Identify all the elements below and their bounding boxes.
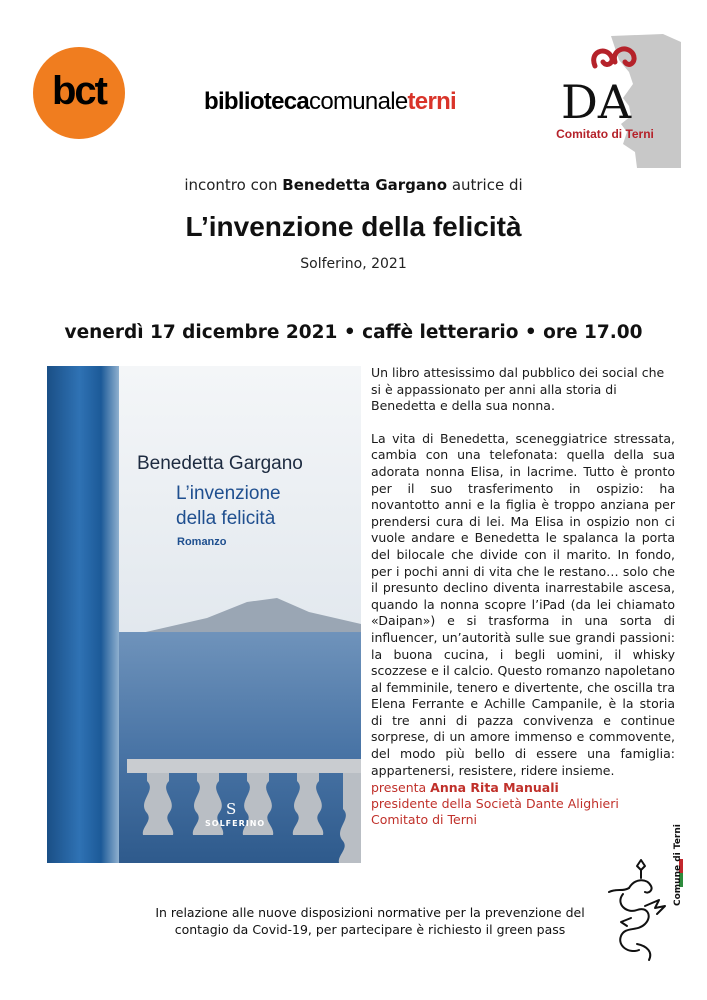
- cover-subtitle: Romanzo: [177, 536, 227, 548]
- presenter-block: [371, 780, 675, 828]
- intro-after: autrice di: [451, 176, 523, 194]
- description-paragraph-2: La vita di Benedetta, sceneggiatrice stressata, cambia con una telefonata: quella della sua adorata nonna Elisa, in lacrime. Tutto è pronto per il suo trasferimento in ospizio: ha novantotto anni e la figlia è troppo anziana per prendersi cura di lei. Ma Elisa in ospizio non ci vuole andare e Benedetta le spalanca la porta del bilocale che divide con il marito. In fondo, per i pochi anni di vita che le restano… solo che il presunto declino diventa inarrestabile ascesa, quando la nonna scopre l’iPad (da lei chiamato «Daipan») e si trasforma in una sorta di influencer, un’autorità sulle sue grandi passioni: la buona cucina, i begli uomini, il whisky scozzese e il calcio. Questo romanzo napoletano al femminile, tenero e divertente, che oscilla tra Elena Ferrante e Achille Campanile, è la storia di tre anni di pazza convivenza e continue sorprese, di un amore immenso e commovente, del modo più bello di essere una famiglia: appartenersi, resistere, ridere insieme.: [371, 430, 675, 778]
- bct-logo-text: bct: [52, 68, 106, 113]
- book-description: [371, 365, 675, 795]
- cover-curtain: [47, 366, 119, 863]
- dante-caption: Comitato di Terni: [556, 127, 654, 141]
- terni-dragon-emblem-icon: [601, 858, 671, 968]
- dante-monogram: DA: [561, 75, 632, 129]
- cover-publisher: SOLFERINO: [205, 819, 266, 828]
- presenter-role-line2: Comitato di Terni: [371, 812, 478, 827]
- cover-author: Benedetta Gargano: [137, 453, 303, 474]
- cover-title-line1: L’invenzione: [176, 483, 281, 504]
- presenter-lead: presenta: [371, 780, 427, 795]
- biblioteca-comunale-terni-wordmark: [204, 88, 456, 116]
- presenter-role-line1: presidente della Società Dante Alighieri: [371, 796, 619, 811]
- wordmark-part-terni: terni: [407, 88, 457, 115]
- presenter-line: [371, 780, 675, 796]
- solferino-mark-icon: S: [226, 800, 237, 818]
- presenter-name: Anna Rita Manuali: [430, 780, 559, 795]
- covid-green-pass-note: In relazione alle nuove disposizioni normative per la prevenzione del contagio da Covid-19, per partecipare è richiesto il green pass: [155, 905, 585, 937]
- book-title: L’invenzione della felicità: [185, 211, 522, 242]
- wordmark-part-comunale: comunale: [309, 88, 408, 115]
- intro-before: incontro con: [184, 176, 278, 194]
- dante-alighieri-logo: [545, 32, 685, 172]
- event-intro: [0, 176, 707, 194]
- bct-logo: [33, 47, 125, 139]
- publisher-line: Solferino, 2021: [300, 256, 407, 272]
- comune-di-terni-label: Comune di Terni: [673, 824, 683, 906]
- cover-title-line2: della felicità: [176, 508, 276, 529]
- author-name: Benedetta Gargano: [282, 176, 448, 194]
- book-cover-image: [47, 366, 361, 863]
- description-paragraph-1: Un libro attesissimo dal pubblico dei social che si è appassionato per anni alla storia di Benedetta e della sua nonna.: [371, 365, 665, 414]
- cover-balustrade-rail: [127, 759, 361, 773]
- wordmark-part-biblioteca: biblioteca: [204, 88, 310, 115]
- event-details: venerdì 17 dicembre 2021 • caffè letterario • ore 17.00: [64, 322, 643, 343]
